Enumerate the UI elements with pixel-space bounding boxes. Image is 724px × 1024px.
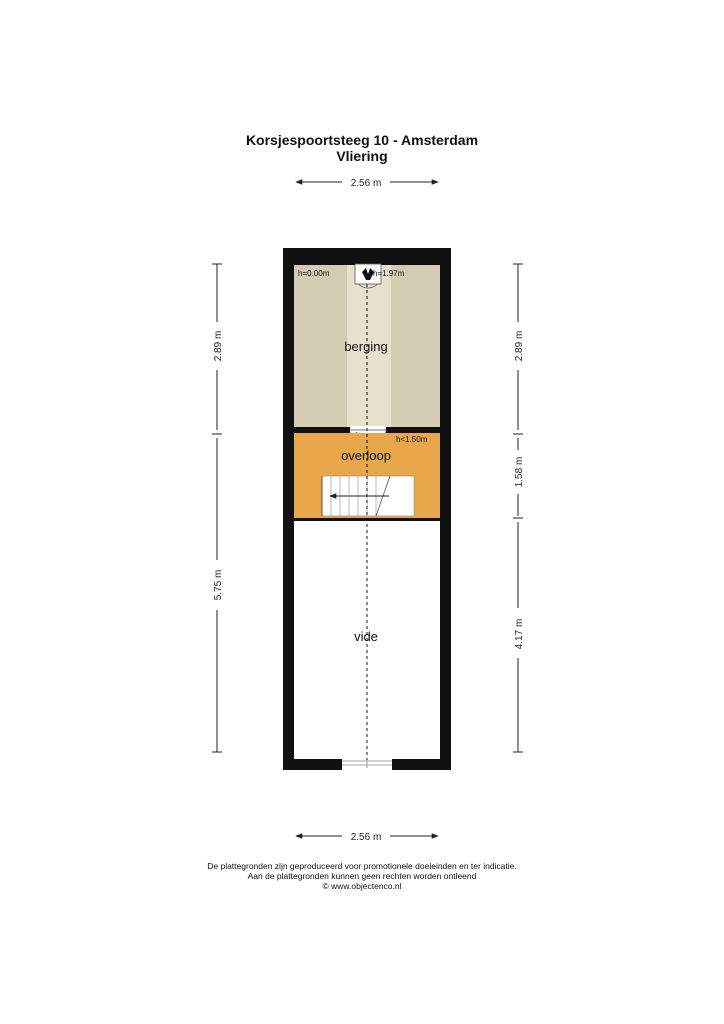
dimension-left [212, 264, 224, 752]
dimension-left-upper-label: 2.89 m [213, 330, 224, 362]
dimension-right-middle-label: 1.58 m [514, 456, 525, 488]
dimension-top-width [296, 178, 438, 189]
staircase [322, 476, 414, 516]
height-label-right: h=1.97m [373, 269, 405, 278]
height-label-left: h=0.00m [298, 269, 330, 278]
room-label-overloop: overloop [341, 448, 391, 463]
dimension-right-lower-label: 4.17 m [514, 618, 525, 650]
plan-address-title: Korsjespoortsteeg 10 - Amsterdam [245, 132, 479, 148]
footer-disclaimer-1: De plattegronden zijn geproduceerd voor promotionele doeleinden en ter indicatie. [207, 861, 517, 871]
room-label-berging: berging [344, 339, 388, 354]
footer-disclaimer-2: Aan de plattegronden kunnen geen rechten worden ontleend [247, 871, 477, 881]
dimension-left-lower-label: 5.75 m [213, 569, 224, 601]
dimension-bottom-width [296, 832, 438, 843]
footer-copyright: © www.objectenco.nl [322, 881, 402, 891]
room-label-vide: vide [354, 629, 378, 644]
plan-floor-title: Vliering [336, 148, 388, 164]
dimension-right [513, 264, 525, 752]
dimension-bottom-width-label: 2.56 m [350, 832, 382, 843]
dimension-right-upper-label: 2.89 m [514, 330, 525, 362]
height-label-overloop: h<1.50m [396, 435, 428, 444]
dimension-top-width-label: 2.56 m [350, 178, 382, 189]
